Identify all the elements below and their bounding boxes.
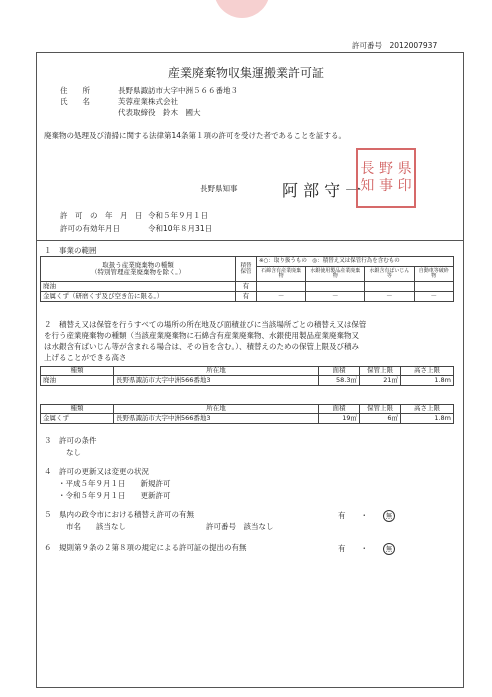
table-row: 金属くず 長野県諏訪市大字中洲566番地3 19㎡ 6㎥ 1.8m [41, 414, 454, 424]
header-auto-shredder: 自動車等破砕物 [414, 267, 453, 282]
info-representative: 代表取締役 鈴木 國大 [118, 108, 201, 117]
table-row: 廃油 長野県諏訪市大字中洲566番地3 58.3㎡ 21㎥ 1.8m [41, 376, 454, 386]
header-mercury-products: 水銀使用製品産業廃棄物 [306, 267, 365, 282]
governor-label: 長野県知事 [200, 184, 238, 193]
storage-table-oil: 種類 所在地 面積 保管上限 高さ上限 廃油 長野県諏訪市大字中洲566番地3 58.3㎡ 21㎥ 1.8m [40, 366, 454, 386]
header-kind: 取扱う産業廃棄物の種類 （特別管理産業廃棄物を除く。） [41, 257, 236, 282]
history-item: ・平成５年９月１日 新規許可 [58, 479, 171, 488]
divider [36, 240, 464, 241]
info-company: 芙蓉産業株式会社 [118, 97, 178, 106]
info-key-address: 住 所 [60, 86, 90, 95]
table-row: 金属くず（研磨くず及び空き缶に限る。） 有 － － － － [41, 292, 454, 302]
date-key-issued: 許 可 の 年 月 日 [60, 211, 143, 220]
table-row: 廃油 有 [41, 282, 454, 292]
section5-title: ５ 県内の政令市における積替え許可の有無 [44, 510, 194, 519]
governor-name: 阿 部 守 一 [282, 181, 362, 200]
section3-title: ３ 許可の条件 [44, 436, 97, 445]
business-scope-table [40, 256, 454, 302]
selected-circle-mark: 無 [383, 510, 395, 522]
date-key-expiry: 許可の有効年月日 [60, 224, 120, 233]
header-asbestos: 石綿含有産業廃棄物 [257, 267, 306, 282]
storage-table-metal: 種類 所在地 面積 保管上限 高さ上限 金属くず 長野県諏訪市大字中洲566番地3 19㎡ 6㎥ 1.8m [40, 404, 454, 424]
selected-circle-mark: 無 [383, 543, 395, 555]
section5-choice: 有 ・ 無 [338, 510, 395, 522]
section2-title: ２ 積替え又は保管を行うすべての場所の所在地及び面積並びに当該場所ごとの積替え又は保管 を行う産業廃棄物の種類（当該産業廃棄物に石綿含有産業廃棄物、水銀使用製品産業廃棄物又 は水銀含有ばいじん等が含まれる場合は、その旨を含む。）、積替えのための保管上限及び積み 上げることができる高さ [44, 320, 367, 362]
date-expiry: 令和10年８月31日 [148, 224, 213, 233]
section1-title: １ 事業の範囲 [44, 246, 97, 255]
info-key-name: 氏 名 [60, 97, 90, 106]
section5-permit: 許可番号 該当なし [206, 522, 274, 531]
section4-title: ４ 許可の更新又は変更の状況 [44, 467, 149, 476]
permit-number: 許可番号 2012007937 [352, 41, 438, 50]
top-seal-mark [214, 0, 270, 18]
section3-body: なし [66, 448, 81, 457]
section6-choice: 有 ・ 無 [338, 543, 395, 555]
document-title: 産業廃棄物収集運搬業許可証 [167, 66, 324, 80]
prefecture-seal: 長 野 県 知 事 印 [356, 148, 416, 208]
info-address: 長野県諏訪市大字中洲５６６番地３ [118, 86, 238, 95]
section6-title: ６ 規則第９条の２第８項の規定による許可証の提出の有無 [44, 543, 247, 552]
header-mercury-dust: 水銀含有ばいじん等 [365, 267, 414, 282]
history-item: ・令和５年９月１日 更新許可 [58, 491, 171, 500]
statement: 廃棄物の処理及び清掃に関する法律第14条第１項の許可を受けた者であることを証する。 [44, 131, 347, 140]
header-storage: 積替保管 [236, 257, 257, 282]
header-note: ※○：取り扱うもの ◎：積替え又は保管行為を含むもの [257, 257, 454, 267]
date-issued: 令和５年９月１日 [148, 211, 208, 220]
section5-city: 市名 該当なし [66, 522, 126, 531]
